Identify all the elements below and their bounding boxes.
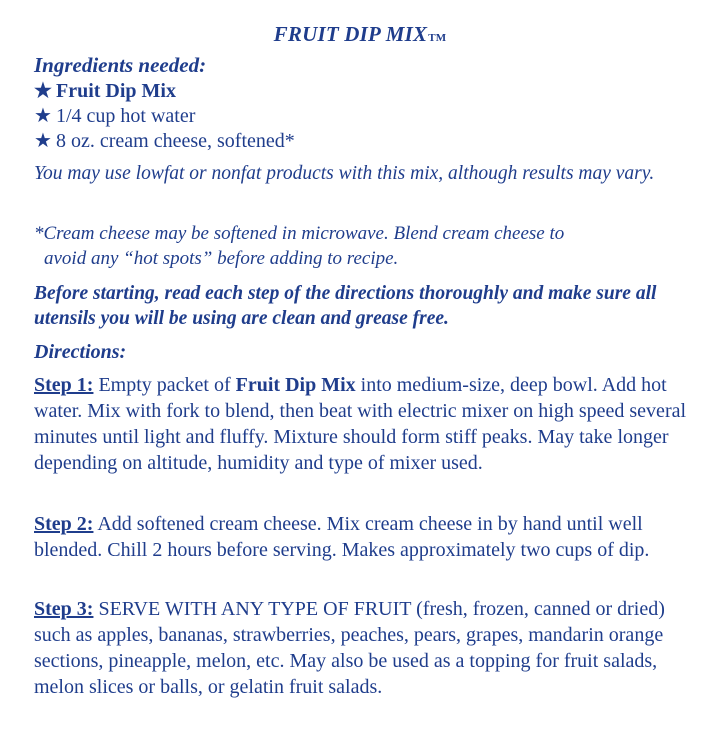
trademark-mark: TM	[428, 32, 447, 44]
ingredients-list	[34, 79, 295, 154]
step-label: Step 2:	[34, 513, 94, 535]
step-text: SERVE WITH ANY TYPE OF FRUIT (fresh, frozen, canned or dried) such as apples, bananas, strawberries, peaches, pears, grapes, mandarin orange sections, pineapple, melon, etc. May also be used as a topping for fruit salads, melon slices or balls, or gelatin fruit salads.	[34, 598, 665, 698]
cream-cheese-note-line2: avoid any “hot spots” before adding to recipe.	[44, 248, 399, 269]
direction-step-2	[34, 511, 694, 563]
ingredient-text: Fruit Dip Mix	[56, 80, 176, 102]
star-icon: ★	[34, 105, 52, 127]
ingredients-heading: Ingredients needed:	[34, 53, 207, 77]
page-title	[34, 22, 686, 47]
lowfat-note: You may use lowfat or nonfat products with this mix, although results may vary.	[34, 163, 655, 184]
step-label: Step 3:	[34, 598, 94, 620]
cream-cheese-note-line1: *Cream cheese may be softened in microwave. Blend cream cheese to	[34, 223, 565, 244]
product-name: Fruit Dip Mix	[235, 374, 356, 396]
ingredient-item	[34, 79, 295, 104]
step-label: Step 1:	[34, 374, 94, 396]
star-icon: ★	[34, 80, 52, 102]
title-text: FRUIT DIP MIX	[273, 22, 428, 46]
ingredient-item	[34, 104, 295, 129]
cream-cheese-note	[34, 221, 674, 271]
step-text: Empty packet of	[93, 374, 236, 396]
preparation-warning: Before starting, read each step of the directions thoroughly and make sure all utensils you will be using are clean and grease free.	[34, 283, 657, 329]
step-text: Add softened cream cheese. Mix cream cheese in by hand until well blended. Chill 2 hours before serving. Makes approximately two cups of dip.	[34, 513, 650, 561]
star-icon: ★	[34, 130, 52, 152]
ingredient-text: 1/4 cup hot water	[56, 105, 196, 127]
directions-heading: Directions:	[34, 341, 127, 363]
direction-step-3	[34, 596, 694, 700]
ingredient-item	[34, 129, 295, 154]
direction-step-1	[34, 372, 694, 476]
step-text: into medium-size, deep bowl. Add hot water. Mix with fork to blend, then beat with electric mixer on high speed several minutes until light and fluffy. Mixture should form stiff peaks. May take longer depending on altitude, humidity and type of mixer used.	[34, 374, 687, 474]
ingredient-text: 8 oz. cream cheese, softened*	[56, 130, 295, 152]
